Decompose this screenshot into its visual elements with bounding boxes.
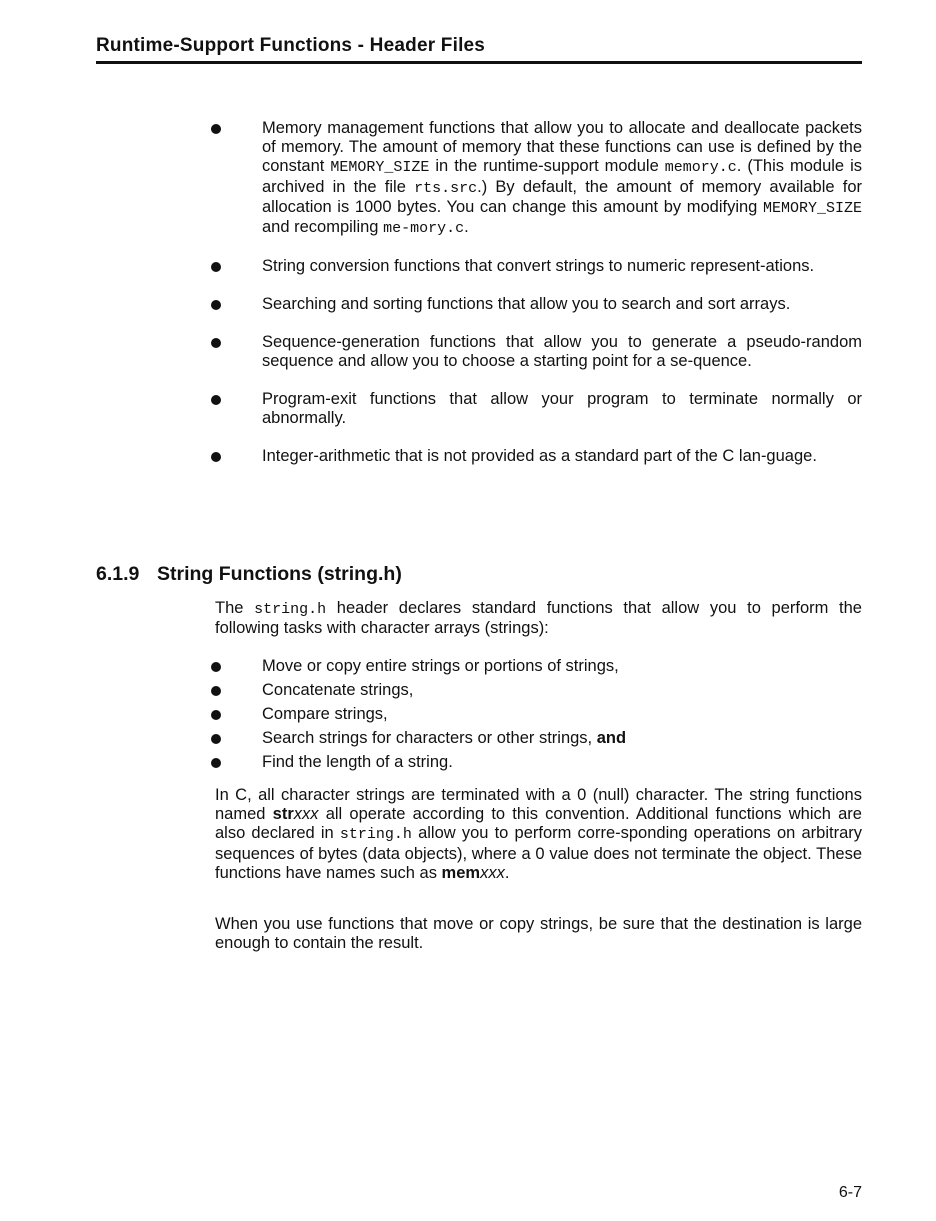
text-run: in the runtime-support module [429, 157, 665, 176]
destination-note-paragraph [215, 915, 862, 953]
code-term: memory.c [664, 159, 737, 177]
list-item [262, 390, 862, 428]
list-item-text [262, 257, 814, 275]
list-item-text [262, 119, 862, 236]
text-run: .) By default, the amount of memory available for allocation is 1000 bytes. You can change this amount by modifying [262, 177, 863, 216]
text-run: header declares standard functions that allow you to perform the following tasks with character arrays (strings): [215, 599, 862, 638]
list-item-text [262, 657, 619, 675]
emphasis-term: str [272, 805, 294, 824]
running-header: Runtime-Support Functions - Header Files [96, 35, 862, 64]
list-item [262, 657, 862, 676]
bullet-icon [211, 686, 221, 696]
string-task-list [262, 657, 862, 777]
list-item [262, 119, 862, 238]
text-run: Move or copy entire strings or portions of strings, [262, 657, 619, 675]
text-run: . (This module is archived in the file [262, 157, 862, 196]
text-run: Integer-arithmetic that is not provided as a standard part of the C lan-guage. [262, 447, 817, 466]
list-item [262, 295, 862, 314]
section-number: 6.1.9 [96, 563, 140, 585]
bullet-icon [211, 300, 221, 310]
emphasis-term: xxx [480, 863, 505, 882]
bullet-icon [211, 662, 221, 672]
list-item [262, 753, 862, 772]
list-item [262, 447, 862, 466]
text-run: . [504, 863, 510, 882]
text-run: Find the length of a string. [262, 753, 453, 771]
code-term: string.h [254, 601, 327, 618]
list-item-text [262, 681, 413, 699]
bullet-icon [211, 262, 221, 272]
text-run: String conversion functions that convert strings to numeric represent-ations. [262, 257, 815, 276]
text-run: . [464, 218, 469, 237]
list-item-text [262, 729, 626, 747]
list-item [262, 681, 862, 700]
text-run: Program-exit functions that allow your program to terminate normally or abnormally. [262, 390, 862, 428]
text-run: Sequence-generation functions that allow you to generate a pseudo-random sequence and allow you to choose a starting point for a se-quence. [262, 333, 862, 371]
text-run: Concatenate strings, [262, 681, 414, 699]
code-term: string.h [339, 826, 412, 844]
page-number: 6-7 [838, 1184, 862, 1201]
null-termination-paragraph [215, 786, 862, 883]
bullet-icon [211, 395, 221, 405]
text-run: allow you to perform corre-sponding operations on arbitrary sequences of bytes (data objects), where a 0 value does not terminate the object. These functions have names such as [215, 824, 862, 882]
bullet-icon [211, 338, 221, 348]
emphasis-term: and [596, 729, 627, 747]
list-item-text [262, 390, 862, 427]
list-item [262, 705, 862, 724]
list-item-text [262, 705, 388, 723]
bullet-icon [211, 452, 221, 462]
emphasis-term: xxx [293, 805, 319, 824]
text-run: In C, all character strings are terminated with a 0 (null) character. The string functions named [215, 786, 862, 824]
bullet-icon [211, 734, 221, 744]
section-heading [96, 563, 862, 586]
list-item [262, 729, 862, 748]
list-item-text [262, 753, 453, 771]
text-run: and recompiling [262, 218, 384, 237]
list-item-text [262, 447, 817, 465]
text-run: Search strings for characters or other strings, [262, 729, 597, 747]
bullet-icon [211, 124, 221, 134]
text-run: Searching and sorting functions that allow you to search and sort arrays. [262, 295, 791, 314]
bullet-icon [211, 758, 221, 768]
code-term: rts.src [414, 179, 478, 197]
text-run: Memory management functions that allow you to allocate and deallocate packets of memory. The amount of memory that these functions can use is defined by the constant [262, 119, 862, 176]
list-item [262, 257, 862, 276]
emphasis-term: mem [441, 863, 481, 882]
text-run: When you use functions that move or copy strings, be sure that the destination is large enough to contain the result. [215, 915, 862, 953]
text-run: The [215, 599, 255, 617]
text-run: all operate according to this convention. Additional functions which are also declared in [215, 805, 862, 843]
bullet-icon [211, 710, 221, 720]
code-term: MEMORY_SIZE [762, 199, 862, 217]
list-item-text [262, 295, 790, 313]
list-item-text [262, 333, 862, 370]
text-run: Compare strings, [262, 705, 388, 723]
runtime-function-categories [262, 119, 862, 485]
code-term: me-mory.c [383, 220, 465, 238]
section-title: String Functions (string.h) [157, 563, 402, 585]
intro-paragraph [215, 599, 862, 638]
list-item [262, 333, 862, 371]
code-term: MEMORY_SIZE [330, 159, 430, 177]
